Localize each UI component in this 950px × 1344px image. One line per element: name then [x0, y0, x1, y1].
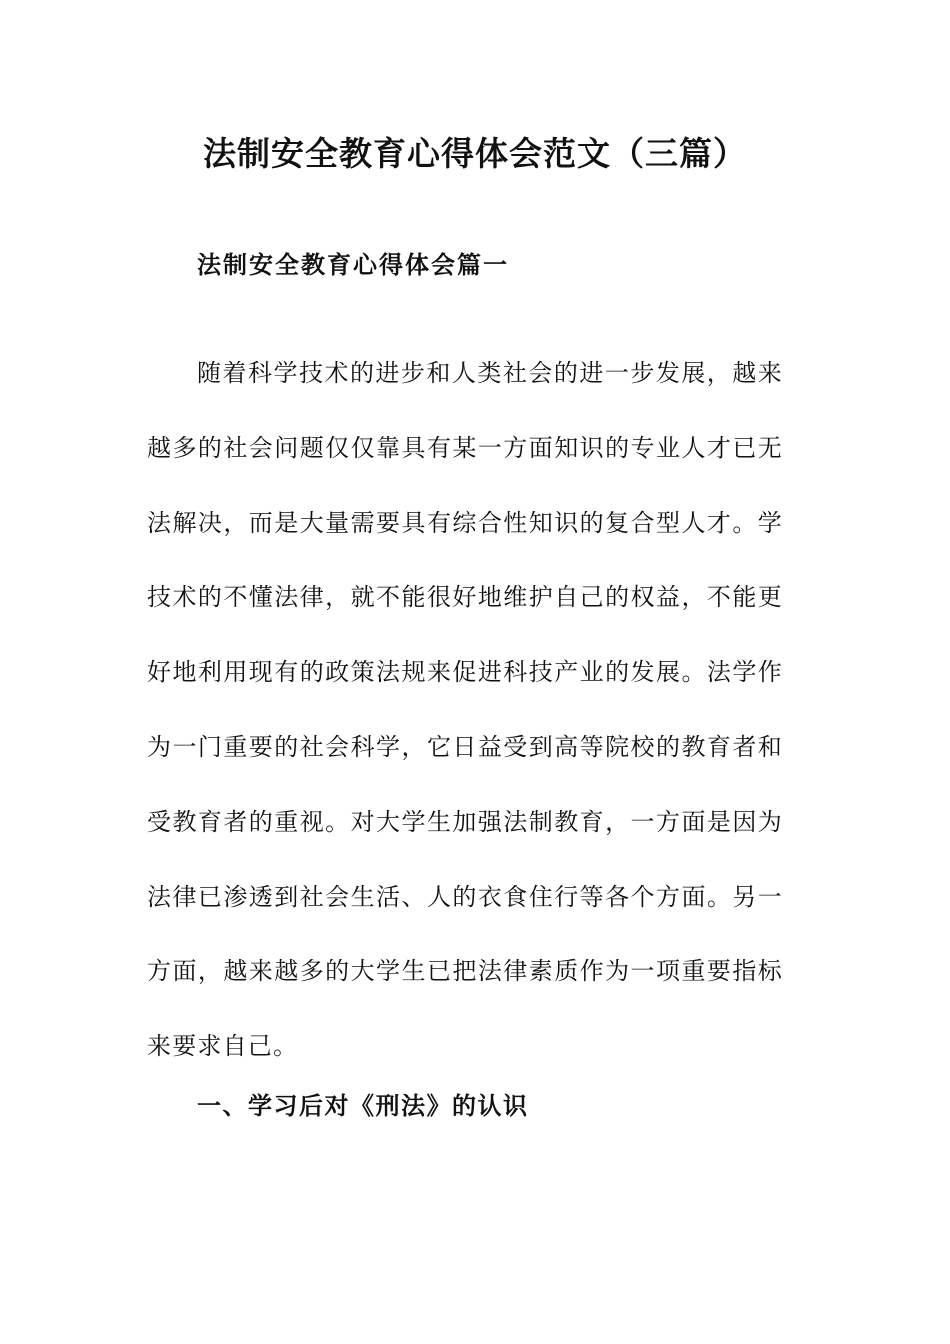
section-heading: 法制安全教育心得体会篇一	[197, 251, 509, 279]
document-title: 法制安全教育心得体会范文（三篇）	[203, 134, 747, 173]
sub-heading: 一、学习后对《刑法》的认识	[197, 1092, 529, 1120]
body-paragraph: 随着科学技术的进步和人类社会的进一步发展，越来越多的社会问题仅仅靠具有某一方面知识的专业人才已无法解决，而是大量需要具有综合性知识的复合型人才。学技术的不懂法律，就不能很好地维护自己的权益，不能更好地利用现有的政策法规来促进科技产业的发展。法学作为一门重要的社会科学，它日益受到高等院校的教育者和受教育者的重视。对大学生加强法制教育，一方面是因为法律已渗透到社会生活、人的衣食住行等各个方面。另一方面，越来越多的大学生已把法律素质作为一项重要指标来要求自己。	[147, 359, 783, 1061]
